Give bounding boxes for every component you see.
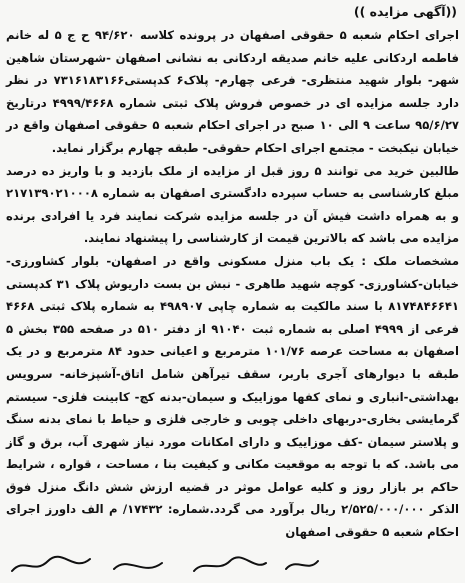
handwritten-signature bbox=[4, 549, 324, 579]
notice-title: ((آگهی مزایده )) bbox=[353, 4, 457, 19]
paragraph-property-specs: مشخصات ملک : یک باب منزل مسکونی واقع در اصفهان- بلوار کشاورزی-خیابان-کشاورزی- کوچه شهید طاهری - نبش بن بست داریوش پلاک ۳۱ کدپستی ۸۱۷۴۸۴۶۶۴۱ با سند مالکیت به شماره چاپی ۴۹۸۹۰۷ به شماره پلاک ثبتی ۴۶۶۸ فرعی از ۴۹۹۹ اصلی به شماره ثبت ۹۱۰۴۰ از دفتر ۵۱۰ در صفحه ۳۵۵ بخش ۵ اصفهان به مساحت عرصه ۱۰۱/۷۶ مترمربع و اعیانی حدود ۸۴ مترمربع و در یک طبقه با دیوارهای آجری باربر، سقف تیرآهن شامل اتاق-آشپزخانه- سرویس بهداشتی-انباری و نمای کفها موزاییک و سیمان-بدنه کچ- کابینت فلزی- سیستم گرمایشی بخاری-دربهای داخلی چوبی و خارجی فلزی و حیاط با نمای بدنه سنگ و پلاستر سیمان -کف موزاییک و دارای امکانات مورد نیاز شهری آب، برق و گاز می باشد. که با توجه به موقعیت مکانی و کیفیت بنا ، مساحت ، قواره ، شرایط حاکم بر بازار روز و کلیه عوامل موثر در قضیه ارزش شش دانگ منزل فوق الذکر ۲/۵۲۵/۰۰۰/۰۰۰ ریال برآورد می گردد.شماره: ۱۷۴۳۲/ م الف داورز اجرای احکام شعبه ۵ حقوقی اصفهان bbox=[6, 253, 460, 540]
paragraph-bidder-terms: طالبین خرید می توانند ۵ روز قبل از مزایده از ملک بازدید و با واریز ده درصد مبلغ کارشناسی به حساب سپرده دادگستری اصفهان به شماره ۲۱۷۱۳۹۰۲۱۰۰۰۸ و به همراه داشت فیش آن در جلسه مزایده شرکت نمایند فرد یا افرادی برنده مزایده می باشد که بالاترین قیمت از کارشناسی را پیشنهاد نمایند. bbox=[6, 163, 459, 246]
paragraph-auction-intro: اجرای احکام شعبه ۵ حقوقی اصفهان در پرونده کلاسه ۹۴/۶۲۰ ح ج ۵ له خانم فاطمه اردکانی علیه خانم صدیقه اردکانی به نشانی اصفهان -شهرستان شاهین شهر- بلوار شهید منتظری- فرعی چهارم- پلاک۶ کدپستی۷۳۱۶۱۸۳۱۶۶ در نظر دارد جلسه مزایده ای در خصوص فروش پلاک ثبتی شماره ۴۹۹۹/۴۶۶۸ درتاریخ ۹۵/۶/۲۷ ساعت ۹ الی ۱۰ صبح در اجرای احکام شعبه ۵ حقوقی اصفهان واقع در خیابان نیکبخت - مجتمع اجرای احکام حقوقی- طبقه چهارم برگزار نماید. bbox=[6, 28, 459, 155]
